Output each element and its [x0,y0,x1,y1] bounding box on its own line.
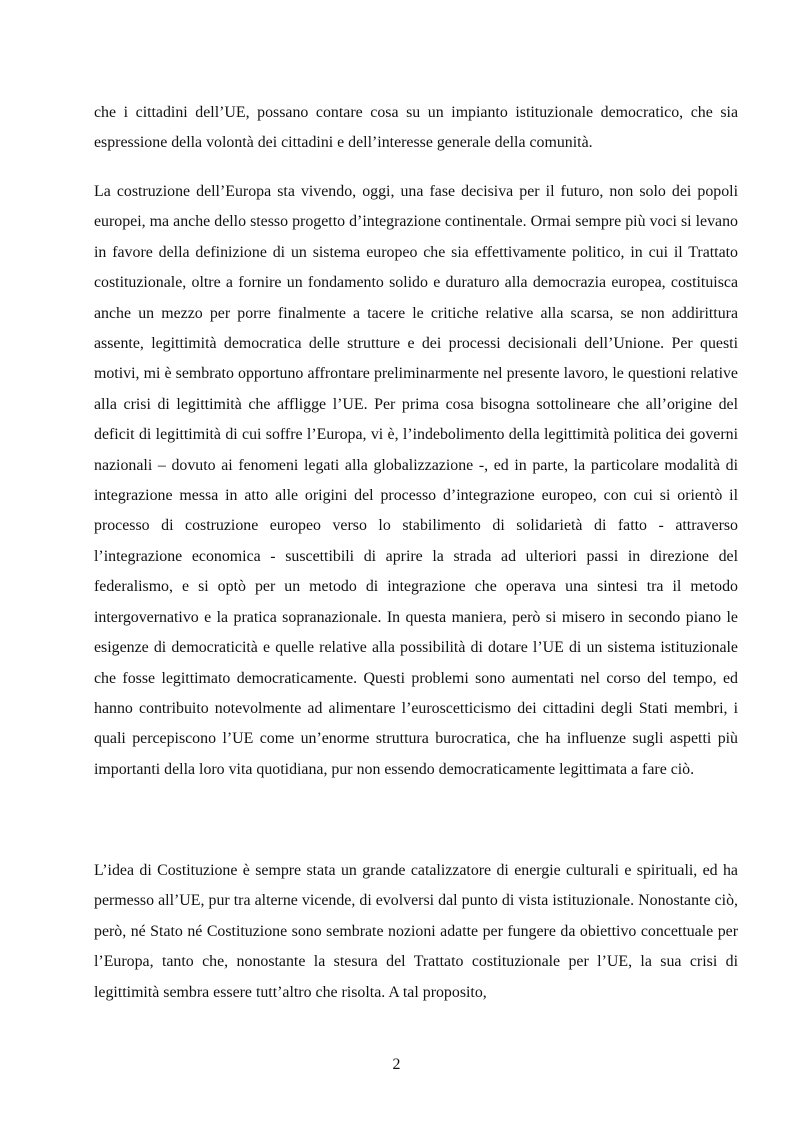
page-number: 2 [392,1056,401,1073]
paragraph-2: La costruzione dell’Europa sta vivendo, oggi, una fase decisiva per il futuro, non solo dei popoli europei, ma anche dello stesso progetto d’integrazione continentale. Ormai sempre più voci si levano in favore della definizione di un sistema europeo che sia effettivamente politico, in cui il Trattato costituzionale, oltre a fornire un fondamento solido e duraturo alla democrazia europea, costituisca anche un mezzo per porre finalmente a tacere le critiche relative alla scarsa, se non addirittura assente, legittimità democratica delle strutture e dei processi decisionali dell’Unione. Per questi motivi, mi è sembrato opportuno affrontare preliminarmente nel presente lavoro, le questioni relative alla crisi di legittimità che affligge l’UE. Per prima cosa bisogna sottolineare che all’origine del deficit di legittimità di cui soffre l’Europa, vi è, l’indebolimento della legittimità politica dei governi nazionali – dovuto ai fenomeni legati alla globalizzazione -, ed in parte, la particolare modalità di integrazione messa in atto alle origini del processo d’integrazione europeo, con cui si orientò il processo di costruzione europeo verso lo stabilimento di solidarietà di fatto - attraverso l’integrazione economica - suscettibili di aprire la strada ad ulteriori passi in direzione del federalismo, e si optò per un metodo di integrazione che operava una sintesi tra il metodo intergovernativo e la pratica sopranazionale. In questa maniera, però si misero in secondo piano le esigenze di democraticità e quelle relative alla possibilità di dotare l’UE di un sistema istituzionale che fosse legittimato democraticamente. Questi problemi sono aumentati nel corso del tempo, ed hanno contribuito notevolmente ad alimentare l’euroscetticismo dei cittadini degli Stati membri, i quali percepiscono l’UE come un’enorme struttura burocratica, che ha influenze sugli aspetti più importanti della loro vita quotidiana, pur non essendo democraticamente legittimata a fare ciò. [94,183,738,778]
paragraph-3: L’idea di Costituzione è sempre stata un grande catalizzatore di energie culturali e spirituali, ed ha permesso all’UE, pur tra alterne vicende, di evolversi dal punto di vista istituzionale. Nonostante ciò, però, né Stato né Costituzione sono sembrate nozioni adatte per fungere da obiettivo concettuale per l’Europa, tanto che, nonostante la stesura del Trattato costituzionale per l’UE, la sua crisi di legittimità sembra essere tutt’altro che risolta. A tal proposito, [94,862,738,1001]
paragraph-1: che i cittadini dell’UE, possano contare cosa su un impianto istituzionale democratico, che sia espressione della volontà dei cittadini e dell’interesse generale della comunità. [94,104,738,152]
